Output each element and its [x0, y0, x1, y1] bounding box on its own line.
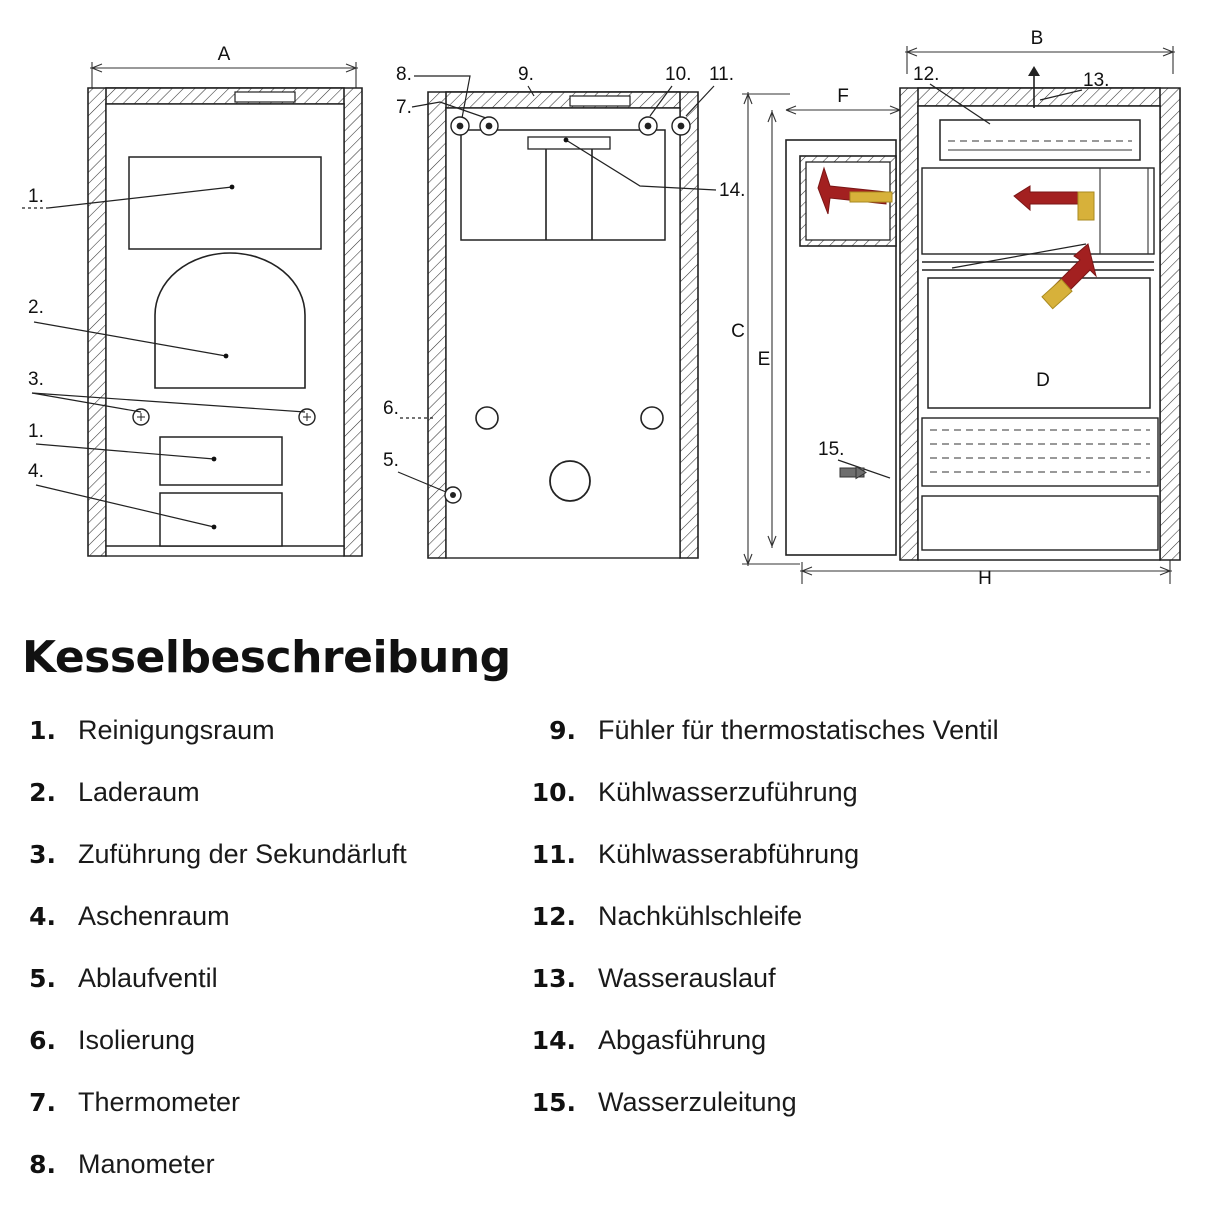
- callout-label-15: 15.: [818, 439, 845, 460]
- list-item: [22, 839, 522, 901]
- list-item: [22, 1149, 522, 1211]
- legend-item-label: Wasserauslauf: [598, 963, 776, 993]
- legend-item-number: 4.: [29, 902, 56, 931]
- callout-label-7: 7.: [396, 97, 412, 118]
- dimension-B: [905, 28, 1175, 74]
- legend-item-label: Reinigungsraum: [78, 715, 275, 745]
- callout-label-3: 3.: [28, 369, 44, 390]
- legend-section: [0, 615, 1214, 1214]
- legend-item-number: 9.: [549, 716, 576, 745]
- list-item: [22, 1087, 522, 1149]
- legend-item-label: Isolierung: [78, 1025, 196, 1055]
- legend-item-label: Abgasführung: [598, 1025, 767, 1055]
- callout-11: [686, 64, 734, 116]
- list-item: [22, 777, 522, 839]
- callout-label-5: 5.: [383, 450, 399, 471]
- legend-item-number: 10.: [531, 778, 576, 807]
- list-item: [520, 963, 1200, 1025]
- dimension-label-A: A: [217, 44, 231, 65]
- legend-item-label: Nachkühlschleife: [598, 901, 803, 931]
- legend-item-label: Wasserzuleitung: [598, 1087, 797, 1117]
- legend-title: Kesselbeschreibung: [22, 632, 511, 683]
- legend-item-number: 7.: [29, 1088, 56, 1117]
- list-item: [520, 1087, 1200, 1149]
- legend-item-number: 3.: [29, 840, 56, 869]
- legend-item-number: 8.: [29, 1150, 56, 1179]
- callout-label-11: 11.: [709, 64, 735, 85]
- after-cooling-loop: [940, 120, 1140, 160]
- callout-label-1-lower: 1.: [28, 421, 44, 442]
- list-item: [22, 963, 522, 1025]
- legend-item-label: Aschenraum: [78, 901, 230, 931]
- callout-label-1-upper: 1.: [28, 186, 44, 207]
- legend-item-label: Kühlwasserzuführung: [598, 777, 858, 807]
- list-item: [22, 715, 522, 777]
- callout-label-9: 9.: [518, 64, 534, 85]
- callout-label-14: 14.: [719, 180, 746, 201]
- callout-label-13: 13.: [1083, 70, 1110, 91]
- list-item: [520, 1025, 1200, 1087]
- legend-item-number: 13.: [531, 964, 576, 993]
- legend-item-label: Kühlwasserabführung: [598, 839, 860, 869]
- legend-item-label: Ablaufventil: [78, 963, 218, 993]
- list-item: [520, 839, 1200, 901]
- list-item: [520, 901, 1200, 963]
- list-item: [520, 715, 1200, 777]
- legend-item-number: 1.: [29, 716, 56, 745]
- legend-item-label: Fühler für thermostatisches Ventil: [598, 715, 999, 745]
- water-inlet-arrow: [840, 467, 866, 479]
- dimension-label-F: F: [837, 86, 849, 107]
- legend-column-left: [22, 715, 522, 1211]
- callout-label-6: 6.: [383, 398, 399, 419]
- list-item: [520, 777, 1200, 839]
- legend-item-label: Thermometer: [78, 1087, 241, 1117]
- callout-label-12: 12.: [913, 64, 940, 85]
- dimension-label-B: B: [1030, 28, 1044, 49]
- rear-opening-right: [641, 407, 663, 429]
- legend-item-number: 11.: [531, 840, 576, 869]
- dimension-E: [758, 110, 776, 548]
- legend-item-number: 12.: [531, 902, 576, 931]
- legend-item-label: Laderaum: [78, 777, 200, 807]
- dimension-F: [786, 86, 900, 114]
- loading-chamber-door: [155, 253, 305, 388]
- callout-label-10: 10.: [665, 64, 692, 85]
- rear-view: [383, 64, 745, 558]
- legend-column-right: [520, 715, 1200, 1149]
- heat-exchanger-tubes: [922, 418, 1158, 486]
- legend-item-number: 2.: [29, 778, 56, 807]
- legend-item-number: 6.: [29, 1026, 56, 1055]
- front-view: [22, 44, 362, 556]
- list-item: [22, 1025, 522, 1087]
- dimension-label-C: C: [731, 321, 745, 342]
- legend-item-number: 5.: [29, 964, 56, 993]
- dimension-label-D: D: [1036, 370, 1050, 391]
- callout-label-8: 8.: [396, 64, 412, 85]
- dimension-label-E: E: [757, 349, 771, 370]
- dimension-label-H: H: [978, 568, 992, 589]
- callout-label-4: 4.: [28, 461, 44, 482]
- legend-item-label: Manometer: [78, 1149, 215, 1179]
- list-item: [22, 901, 522, 963]
- dimension-A: [90, 44, 358, 92]
- callout-label-2: 2.: [28, 297, 44, 318]
- section-view: [731, 28, 1180, 589]
- legend-item-number: 14.: [531, 1026, 576, 1055]
- flue-outlet: [550, 461, 590, 501]
- cleaning-chamber-door: [129, 157, 321, 249]
- rear-opening-left: [476, 407, 498, 429]
- legend-item-number: 15.: [531, 1088, 576, 1117]
- legend-item-label: Zuführung der Sekundärluft: [78, 839, 407, 869]
